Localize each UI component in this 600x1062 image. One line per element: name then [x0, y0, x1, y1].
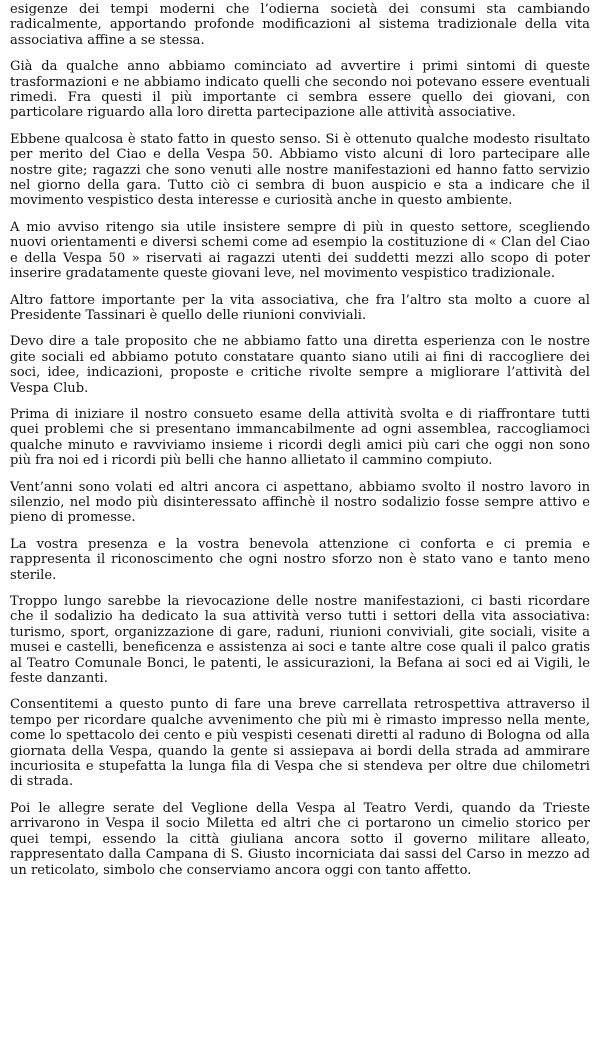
paragraph-1: esigenze dei tempi moderni che l’odierna società dei consumi sta cambiando radicalmente, apportando profonde modificazioni al sistema tradizionale della vita associativa affine a se stessa. — [10, 2, 590, 48]
paragraph-8: Vent’anni sono volati ed altri ancora ci aspettano, abbiamo svolto il nostro lavoro in silenzio, nel modo più disinteressato affinchè il nostro sodalizio fosse sempre attivo e pieno di promesse. — [10, 479, 590, 526]
paragraph-6: Devo dire a tale proposito che ne abbiamo fatto una diretta esperienza con le nostre gite sociali ed abbiamo potuto constatare quanto siano utili ai fini di raccogliere dei soci, idee, indicazioni, proposte e critiche rivolte sempre a migliorare l’attività del Vespa Club. — [10, 334, 590, 396]
paragraph-3: Ebbene qualcosa è stato fatto in questo senso. Si è ottenuto qualche modesto risultato per merito del Ciao e della Vespa 50. Abbiamo visto alcuni di loro partecipare alle nostre gite; ragazzi che sono venuti alle nostre manifestazioni ed hanno fatto servizio nel giorno della gara. Tutto ciò ci sembra di buon auspicio e sta a indicare che il movimento vespistico desta interesse e curiosità anche in questo ambiente. — [10, 131, 590, 209]
paragraph-5: Altro fattore importante per la vita associativa, che fra l’altro sta molto a cuore al Presidente Tassinari è quello delle riunioni conviviali. — [10, 292, 590, 323]
paragraph-4: A mio avviso ritengo sia utile insistere sempre di più in questo settore, scegliendo nuovi orientamenti e diversi schemi come ad esempio la costituzione di « Clan del Ciao e della Vespa 50 » riservati ai ragazzi utenti dei suddetti mezzi allo scopo di poter inserire gradatamente queste giovani leve, nel movimento vespistico tradizionale. — [10, 219, 590, 282]
paragraph-12: Poi le allegre serate del Veglione della Vespa al Teatro Verdi, quando da Trieste arrivarono in Vespa il socio Miletta ed altri che ci portarono un cimelio storico per quei tempi, essendo la città giuliana ancora sotto il governo militare alleato, rappresentato dalla Campana di S. Giusto incorniciata dai sassi del Carso in mezzo ad un reticolato, simbolo che conserviamo ancora oggi con tanto affetto. — [10, 800, 590, 878]
paragraph-11: Consentitemi a questo punto di fare una breve carrellata retrospettiva attraverso il tempo per ricordare qualche avvenimento che più mi è rimasto impresso nella mente, come lo spettacolo dei cento e più vespisti cesenati diretti al raduno di Bologna od alla giornata della Vespa, quando la gente si assiepava ai bordi della strada ad ammirare incuriosita e stupefatta la lunga fila di Vespa che si stendeva per oltre due chilometri di strada. — [10, 697, 590, 790]
paragraph-9: La vostra presenza e la vostra benevola attenzione ci conforta e ci premia e rappresenta il riconoscimento che ogni nostro sforzo non è stato vano e tanto meno sterile. — [10, 536, 590, 583]
paragraph-2: Già da qualche anno abbiamo cominciato ad avvertire i primi sintomi di queste trasformazioni e ne abbiamo indicato quelli che secondo noi potevano essere eventuali rimedi. Fra questi il più importante ci sembra essere quello dei giovani, con particolare riguardo alla loro diretta partecipazione alle attività associative. — [10, 59, 590, 121]
paragraph-10: Troppo lungo sarebbe la rievocazione delle nostre manifestazioni, ci basti ricordare che il sodalizio ha dedicato la sua attività verso tutti i settori della vita associativa: turismo, sport, organizzazione di gare, raduni, riunioni conviviali, gite sociali, visite a musei e castelli, beneficenza e assistenza ai soci e tante altre cose quali il palco gratis al Teatro Comunale Bonci, le patenti, le assicurazioni, la Befana ai soci ed ai Vigili, le feste danzanti. — [10, 594, 590, 687]
paragraph-7: Prima di iniziare il nostro consueto esame della attività svolta e di riaffrontare tutti quei problemi che si presentano immancabilmente ad ogni assemblea, raccogliamoci qualche minuto e ravviviamo insieme i ricordi degli amici più cari che oggi non sono più fra noi ed i ricordi più belli che hanno allietato il cammino compiuto. — [10, 406, 590, 469]
